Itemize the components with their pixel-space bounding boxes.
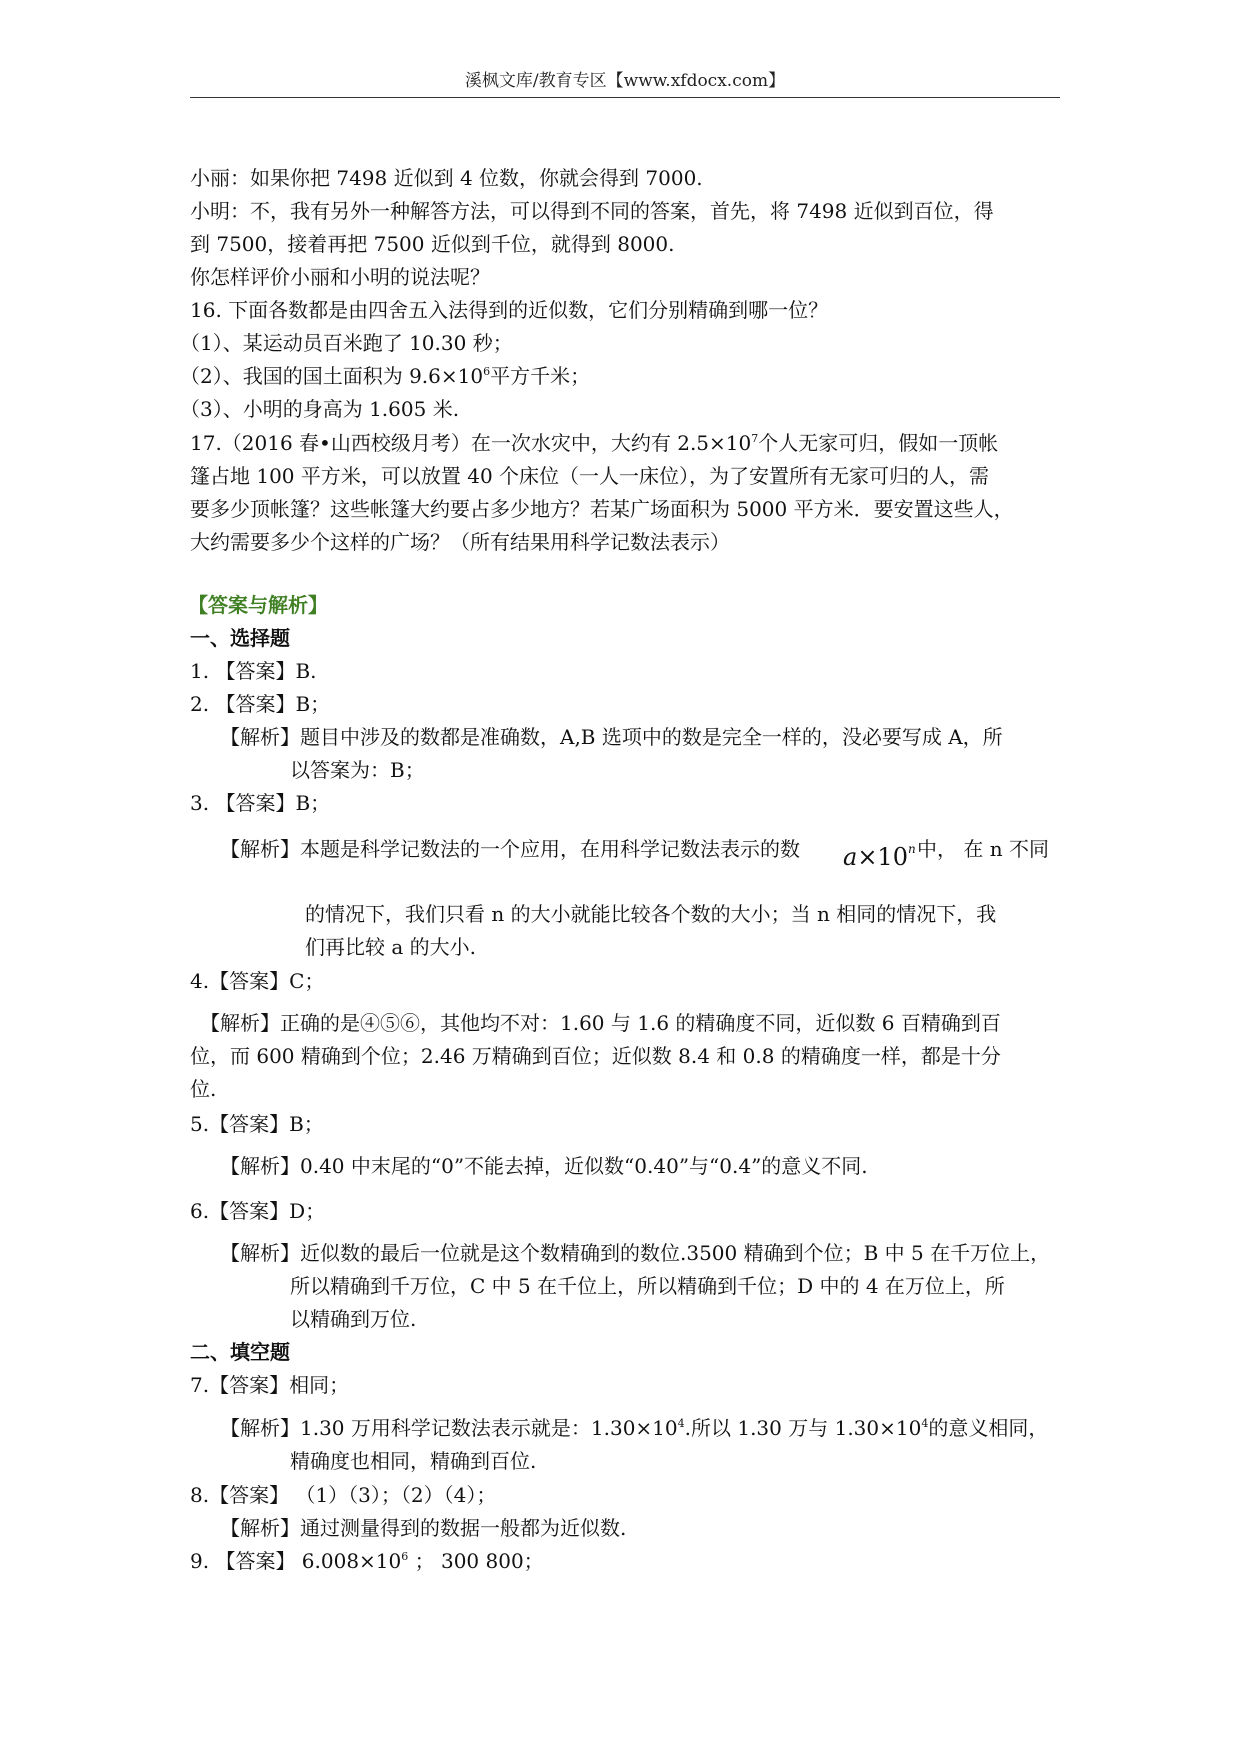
page-header: 溪枫文库/教育专区【www.xfdocx.com】: [464, 71, 786, 91]
evaluation-question: 你怎样评价小丽和小明的说法呢？: [190, 265, 490, 289]
analysis-8: 【解析】通过测量得到的数据一般都为近似数.: [220, 1516, 627, 1540]
xiaoming-statement: 小明：不，我有另外一种解答方法，可以得到不同的答案，首先，将 7498 近似到百位，得: [190, 199, 994, 223]
question-17-cont-2: 要多少顶帐篷？这些帐篷大约要占多少地方？若某广场面积为 5000 平方米．要安置这些人，: [190, 497, 1014, 521]
analysis-3-cont-1: 的情况下，我们只看 n 的大小就能比较各个数的大小；当 n 相同的情况下，我: [305, 902, 997, 926]
section-2-title: 二、填空题: [190, 1340, 290, 1364]
answer-5: 5.【答案】B；: [190, 1112, 324, 1136]
q16-part-1: （1）、某运动员百米跑了 10.30 秒；: [180, 331, 513, 355]
scientific-notation-formula: $a\times 10^n$: [843, 842, 916, 871]
answer-3: 3. 【答案】B；: [190, 791, 331, 815]
question-17-cont-1: 篷占地 100 平方米，可以放置 40 个床位（一人一床位），为了安置所有无家可归的人，需: [190, 464, 990, 488]
xiaoming-statement-cont: 到 7500，接着再把 7500 近似到千位，就得到 8000.: [190, 232, 675, 256]
section-1-title: 一、选择题: [190, 626, 290, 650]
analysis-4-cont-2: 位.: [190, 1077, 217, 1101]
xiaoli-statement: 小丽：如果你把 7498 近似到 4 位数，你就会得到 7000.: [190, 166, 703, 190]
analysis-7-cont: 精确度也相同，精确到百位.: [290, 1449, 537, 1473]
answer-8: 8.【答案】 （1）（3）；（2）（4）；: [190, 1483, 497, 1507]
answer-1: 1. 【答案】B.: [190, 659, 317, 683]
analysis-3-tail: 中， 在 n 不同: [917, 837, 1049, 861]
header-divider: [190, 97, 1060, 98]
analysis-2: 【解析】题目中涉及的数都是准确数，A,B 选项中的数是完全一样的，没必要写成 A，所: [220, 725, 1003, 749]
answers-heading: 【答案与解析】: [188, 593, 328, 617]
answer-2: 2. 【答案】B；: [190, 692, 331, 716]
analysis-6-cont-1: 所以精确到千万位，C 中 5 在千位上，所以精确到千位；D 中的 4 在万位上，所: [290, 1274, 1005, 1298]
analysis-3-cont-2: 们再比较 a 的大小.: [305, 935, 476, 959]
answer-7: 7.【答案】相同；: [190, 1373, 350, 1397]
analysis-7: 【解析】1.30 万用科学记数法表示就是：$1.30\times 10^4$.所以 1.30 万与 $1.30\times 10^4$的意义相同，: [220, 1416, 1049, 1440]
question-17-cont-3: 大约需要多少个这样的广场？（所有结果用科学记数法表示）: [190, 530, 730, 554]
answer-6: 6.【答案】D；: [190, 1199, 326, 1223]
analysis-4: 【解析】正确的是④⑤⑥，其他均不对：1.60 与 1.6 的精确度不同，近似数 6 百精确到百: [200, 1011, 1001, 1035]
question-17: 17.（2016 春•山西校级月考）在一次水灾中，大约有 $2.5\times 10^7$个人无家可归，假如一顶帐: [190, 431, 999, 455]
analysis-6: 【解析】近似数的最后一位就是这个数精确到的数位.3500 精确到个位；B 中 5 在千万位上，: [220, 1241, 1051, 1265]
answer-4: 4.【答案】C；: [190, 969, 325, 993]
analysis-6-cont-2: 以精确到万位.: [290, 1307, 417, 1331]
analysis-2-cont: 以答案为：B；: [290, 758, 425, 782]
analysis-4-cont-1: 位，而 600 精确到个位；2.46 万精确到百位；近似数 8.4 和 0.8 的精确度一样，都是十分: [190, 1044, 1001, 1068]
analysis-5: 【解析】0.40 中末尾的“0”不能去掉，近似数“0.40”与“0.4”的意义不同.: [220, 1154, 868, 1178]
q16-part-3: （3）、小明的身高为 1.605 米.: [180, 397, 460, 421]
question-16: 16. 下面各数都是由四舍五入法得到的近似数，它们分别精确到哪一位？: [190, 298, 829, 322]
q16-part-2: （2）、我国的国土面积为 $9.6\times 10^6$平方千米；: [180, 364, 591, 388]
answer-9: 9. 【答案】 $6.008\times 10^6$ ； 300 800；: [190, 1549, 544, 1573]
analysis-3: 【解析】本题是科学记数法的一个应用，在用科学记数法表示的数: [220, 837, 800, 861]
